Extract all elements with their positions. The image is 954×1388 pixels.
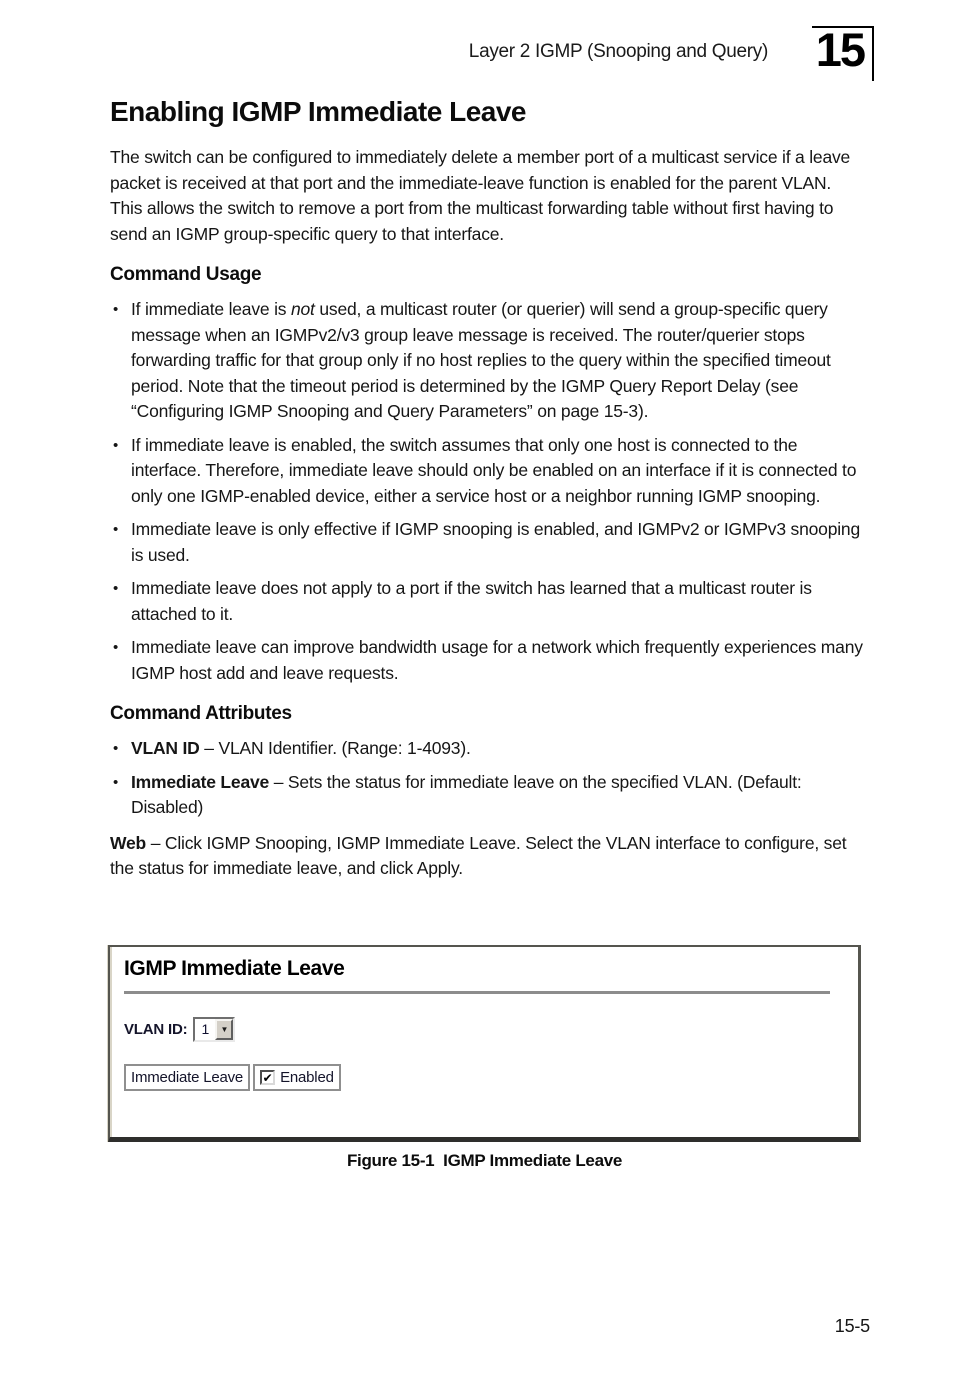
enabled-checkbox-label: Enabled: [280, 1069, 334, 1086]
section-heading-command-usage: Command Usage: [110, 264, 262, 286]
list-item: [110, 736, 864, 762]
attribute-description: – VLAN Identifier. (Range: 1-4093).: [199, 738, 471, 759]
vlan-id-select[interactable]: [193, 1017, 235, 1042]
bullet-text: used, a multicast router (or querier) will send a group-specific query message when an IGMPv2/v3 group leave message is received. The router/querier stops forwarding traffic for that group only if no host replies to the query within the specified timeout period. Note that the timeout period is determined by the IGMP Query Report Delay (see “Configuring IGMP Snooping and Query Parameters” on page 15-3).: [131, 299, 831, 422]
bullet-text: If immediate leave is: [131, 299, 291, 320]
dropdown-arrow-icon[interactable]: ▼: [215, 1019, 233, 1040]
attribute-term: Immediate Leave: [131, 771, 270, 792]
bullet-text-italic: not: [290, 299, 315, 320]
attribute-description: – Sets the status for immediate leave on the specified VLAN. (Default: Disabled): [131, 771, 802, 818]
bullet-text: Immediate leave can improve bandwidth usage for a network which frequently experiences many IGMP host add and leave requests.: [131, 637, 863, 683]
vlan-id-label: VLAN ID:: [124, 1021, 188, 1038]
running-header-title: Layer 2 IGMP (Snooping and Query): [468, 41, 768, 62]
web-description: – Click IGMP Snooping, IGMP Immediate Leave. Select the VLAN interface to configure, set the status for immediate leave, and click Apply.: [110, 832, 847, 879]
list-item: [110, 517, 864, 568]
chapter-number: 15: [815, 23, 864, 76]
attribute-term: VLAN ID: [131, 738, 200, 759]
section-heading-command-attributes: Command Attributes: [110, 703, 292, 725]
enabled-checkbox[interactable]: ✔: [260, 1070, 275, 1085]
bullet-text: Immediate leave does not apply to a port if the switch has learned that a multicast router is attached to it.: [131, 578, 812, 624]
vlan-id-selected-value: 1: [195, 1019, 215, 1040]
vlan-id-row: [124, 1017, 858, 1042]
page-title: Enabling IGMP Immediate Leave: [110, 96, 526, 127]
immediate-leave-label-cell: Immediate Leave: [124, 1064, 250, 1091]
page-number: 15-5: [834, 1316, 870, 1336]
list-item: [110, 576, 864, 627]
command-usage-list: [110, 297, 864, 686]
bullet-text: Immediate leave is only effective if IGMP snooping is enabled, and IGMPv2 or IGMPv3 snooping is used.: [131, 519, 860, 565]
web-instructions-paragraph: [110, 831, 864, 882]
list-item: [110, 770, 864, 821]
bullet-text: If immediate leave is enabled, the switch assumes that only one host is connected to the interface. Therefore, immediate leave should only be enabled on an interface if it is connected to only one IGMP-enabled device, either a service host or a neighbor running IGMP snooping.: [131, 434, 857, 506]
immediate-leave-value-cell: [253, 1064, 341, 1091]
figure-ui-title: IGMP Immediate Leave: [124, 957, 345, 980]
figure-screenshot-frame: [108, 945, 861, 1142]
list-item: [110, 433, 864, 510]
list-item: [110, 297, 864, 425]
page-content: [110, 0, 864, 882]
immediate-leave-row: [124, 1064, 858, 1091]
command-attributes-list: [110, 736, 864, 821]
figure-caption: Figure 15-1 IGMP Immediate Leave: [346, 1151, 623, 1170]
figure-horizontal-rule: [124, 991, 830, 994]
intro-paragraph: The switch can be configured to immediately delete a member port of a multicast service if a leave packet is received at that port and the immediate-leave function is enabled for the parent VLAN. This allows the switch to remove a port from the multicast forwarding table without first having to send an IGMP group-specific query to that interface.: [110, 147, 851, 244]
web-term: Web: [110, 832, 147, 853]
list-item: [110, 635, 864, 686]
